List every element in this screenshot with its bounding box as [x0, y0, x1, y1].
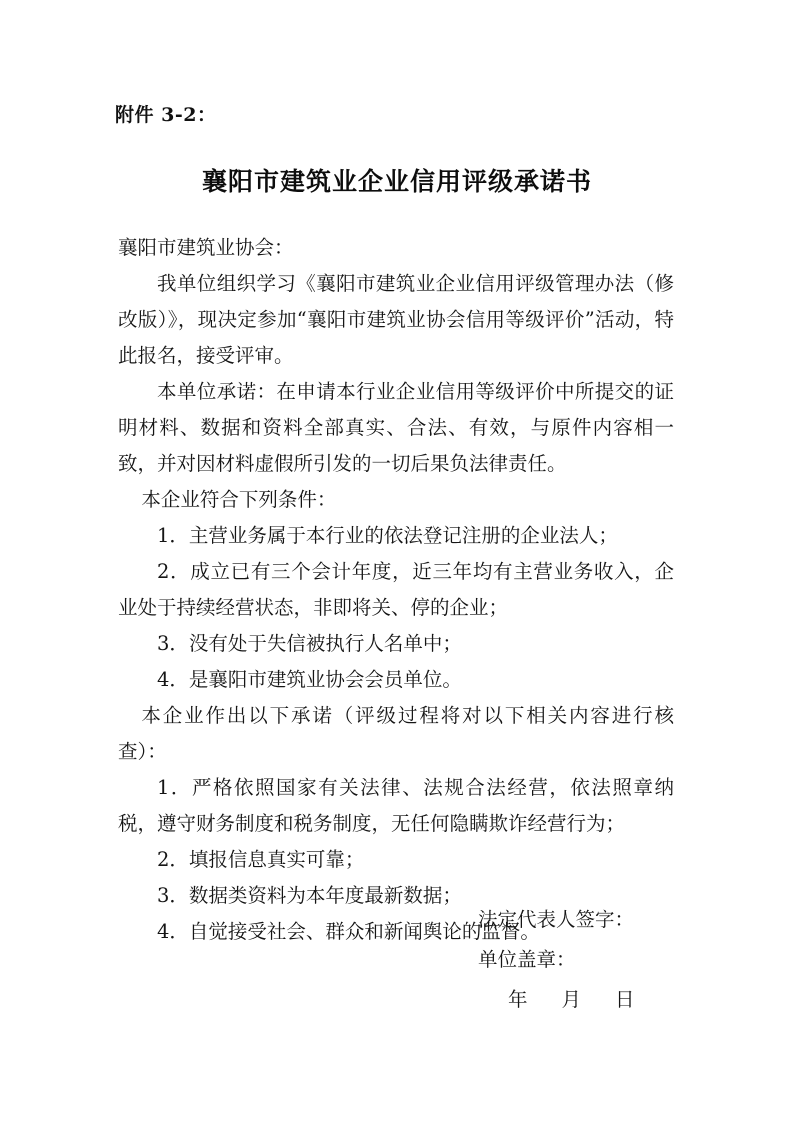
signature-block [118, 900, 674, 1020]
document-body [118, 230, 674, 950]
condition-item-3: 3．没有处于失信被执行人名单中； [157, 632, 462, 655]
paragraph-intro: 我单位组织学习《襄阳市建筑业企业信用评级管理办法（修改版）》，现决定参加“襄阳市建筑业协会信用等级评价”活动，特此报名，接受评审。 [118, 272, 674, 367]
legal-rep-signature-line: 法定代表人签字： [478, 908, 635, 931]
page-title: 襄阳市建筑业企业信用评级承诺书 [201, 167, 592, 196]
date-line [118, 980, 674, 1020]
condition-item-4: 4．是襄阳市建筑业协会会员单位。 [157, 668, 462, 691]
date-day-label: 日 [615, 988, 635, 1011]
paragraph-commitment: 本单位承诺：在申请本行业企业信用等级评价中所提交的证明材料、数据和资料全部真实、合法、有效，与原件内容相一致，并对因材料虚假所引发的一切后果负法律责任。 [118, 380, 674, 475]
conditions-heading: 本企业符合下列条件： [141, 488, 337, 511]
company-seal-line: 单位盖章： [478, 948, 576, 971]
promises-heading: 本企业作出以下承诺（评级过程将对以下相关内容进行核查）： [118, 704, 674, 763]
promise-item-1: 1．严格依照国家有关法律、法规合法经营，依法照章纳税，遵守财务制度和税务制度，无任何隐瞒欺诈经营行为； [118, 776, 674, 835]
date-year-label: 年 [508, 988, 528, 1011]
salutation: 襄阳市建筑业协会： [118, 236, 294, 259]
condition-item-1: 1．主营业务属于本行业的依法登记注册的企业法人； [157, 524, 618, 547]
attachment-label: 附件 3-2： [115, 104, 217, 126]
condition-item-2: 2．成立已有三个会计年度，近三年均有主营业务收入，企业处于持续经营状态，非即将关、停的企业； [118, 560, 674, 619]
promise-item-2: 2．填报信息真实可靠； [157, 848, 365, 871]
promise-item-3: 3．数据类资料为本年度最新数据； [157, 884, 462, 907]
date-month-label: 月 [561, 988, 582, 1011]
promise-item-4: 4．自觉接受社会、群众和新闻舆论的监督。 [157, 920, 540, 943]
